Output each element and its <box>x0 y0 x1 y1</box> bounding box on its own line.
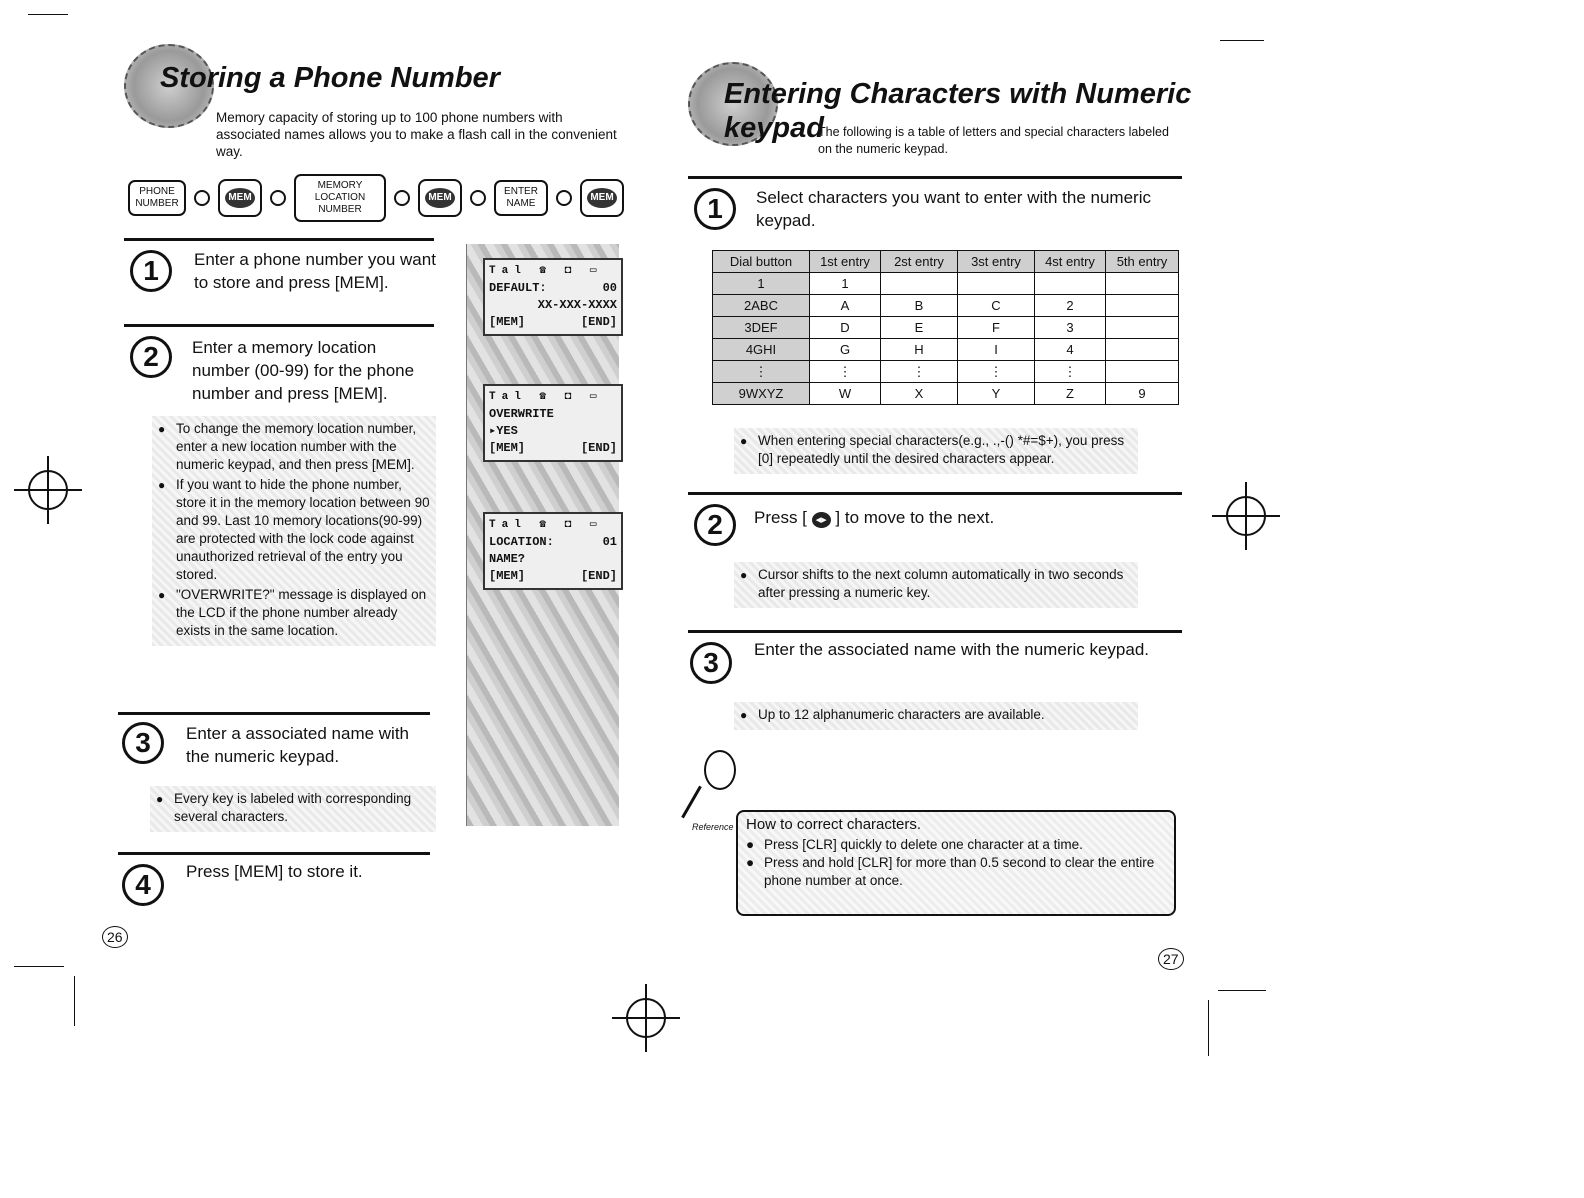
table-cell: 1 <box>810 273 881 295</box>
lcd-softkey-right: [END] <box>580 315 617 329</box>
crop-mark <box>28 14 68 15</box>
memory-location-key: MEMORY LOCATION NUMBER <box>294 174 386 222</box>
right-step-1-text: Select characters you want to enter with the numeric keypad. <box>756 188 1151 230</box>
table-header: 4st entry <box>1035 251 1106 273</box>
note-item: ● "OVERWRITE?" message is displayed on the LCD if the phone number already exists in the same location. <box>158 586 430 640</box>
note-item: ● When entering special characters(e.g., .,-() *#=$+), you press [0] repeatedly until the desired characters appear. <box>740 432 1132 468</box>
step-divider <box>124 238 434 241</box>
note-item: ● Cursor shifts to the next column automatically in two seconds after pressing a numeric key. <box>740 566 1132 602</box>
right-step-3-note <box>734 702 1138 730</box>
lcd-line: OVERWRITE <box>489 407 554 421</box>
table-cell: ⋮ <box>713 361 810 383</box>
step-2-notes <box>152 416 436 646</box>
table-cell: 4GHI <box>713 339 810 361</box>
enter-name-key: ENTER NAME <box>494 180 548 216</box>
table-cell: 3 <box>1035 317 1106 339</box>
table-row <box>713 383 1179 405</box>
lcd-line: NAME? <box>489 552 526 566</box>
lcd-value: 01 <box>602 535 617 549</box>
lcd-softkey-left: [MEM] <box>489 315 526 329</box>
right-step-1-number: 1 <box>694 188 736 230</box>
sequence-arrow-icon <box>394 190 410 206</box>
mem-key-1: MEM <box>218 179 262 217</box>
table-header: 3st entry <box>958 251 1035 273</box>
table-cell: X <box>881 383 958 405</box>
table-cell: F <box>958 317 1035 339</box>
crop-mark <box>1218 990 1266 991</box>
table-cell: 3DEF <box>713 317 810 339</box>
lcd-screen-default <box>483 258 623 336</box>
reference-item: ● Press and hold [CLR] for more than 0.5 second to clear the entire phone number at once. <box>746 854 1166 890</box>
table-row <box>713 339 1179 361</box>
table-row <box>713 273 1179 295</box>
lcd-status-icons: Tal ☎ ◘ ▭ <box>489 519 603 531</box>
step-3-text: Enter a associated name with the numeric keypad. <box>186 724 410 766</box>
phone-screens-panel <box>466 244 619 826</box>
page-number-left: 26 <box>102 926 128 948</box>
right-page-intro: The following is a table of letters and special characters labeled on the numeric keypad. <box>818 125 1169 156</box>
sequence-arrow-icon <box>556 190 572 206</box>
note-item: ● Up to 12 alphanumeric characters are available. <box>740 706 1132 724</box>
right-step-2-number: 2 <box>694 504 736 546</box>
table-cell: D <box>810 317 881 339</box>
reference-box <box>736 810 1176 916</box>
table-cell: B <box>881 295 958 317</box>
table-cell: H <box>881 339 958 361</box>
lcd-line: XX-XXX-XXXX <box>537 298 617 312</box>
lcd-screen-location <box>483 512 623 590</box>
table-cell: 2 <box>1035 295 1106 317</box>
step-divider <box>118 852 430 855</box>
table-cell: 1 <box>713 273 810 295</box>
mem-key-3: MEM <box>580 179 624 217</box>
step-divider <box>688 176 1182 179</box>
registration-mark-left <box>28 470 68 510</box>
table-cell: E <box>881 317 958 339</box>
sequence-arrow-icon <box>270 190 286 206</box>
step-divider <box>688 630 1182 633</box>
note-item: ● Every key is labeled with corresponding several characters. <box>156 790 430 826</box>
sequence-arrow-icon <box>470 190 486 206</box>
lcd-screen-overwrite <box>483 384 623 462</box>
magnifier-handle-icon <box>681 786 702 819</box>
table-cell <box>881 273 958 295</box>
reference-item: ● Press [CLR] quickly to delete one character at a time. <box>746 836 1166 854</box>
right-step-2-text <box>754 506 1174 529</box>
lcd-status-icons: Tal ☎ ◘ ▭ <box>489 391 603 403</box>
crop-mark <box>74 976 75 1026</box>
step-2-text: Enter a memory location number (00-99) for the phone number and press [MEM]. <box>192 338 415 403</box>
step-1-number: 1 <box>130 250 172 292</box>
step-text-part: Press [ <box>754 508 807 527</box>
mem-key-2: MEM <box>418 179 462 217</box>
table-header: 1st entry <box>810 251 881 273</box>
lcd-softkey-left: [MEM] <box>489 569 526 583</box>
lcd-value: 00 <box>602 281 617 295</box>
table-cell: ⋮ <box>810 361 881 383</box>
step-1-text: Enter a phone number you want to store and press [MEM]. <box>194 250 436 292</box>
table-cell <box>1035 273 1106 295</box>
right-step-3-text: Enter the associated name with the numeric keypad. <box>754 640 1149 659</box>
table-row <box>713 317 1179 339</box>
page-number-right: 27 <box>1158 948 1184 970</box>
registration-mark-bottom <box>626 998 666 1038</box>
lcd-softkey-left: [MEM] <box>489 441 526 455</box>
lcd-status-icons: Tal ☎ ◘ ▭ <box>489 265 603 277</box>
table-header-row <box>713 251 1179 273</box>
table-row <box>713 361 1179 383</box>
left-page-title: Storing a Phone Number <box>160 62 500 94</box>
reference-label: Reference <box>692 822 734 832</box>
step-divider <box>124 324 434 327</box>
table-cell: Y <box>958 383 1035 405</box>
table-cell: ⋮ <box>881 361 958 383</box>
table-cell: 2ABC <box>713 295 810 317</box>
table-cell <box>1106 317 1179 339</box>
left-page-intro: Memory capacity of storing up to 100 phone numbers with associated names allows you to make a flash call in the convenient way. <box>216 110 617 159</box>
right-step-1-note <box>734 428 1138 474</box>
table-cell: I <box>958 339 1035 361</box>
lcd-line: LOCATION: <box>489 535 554 549</box>
table-cell: Z <box>1035 383 1106 405</box>
key-sequence <box>128 174 624 222</box>
step-3-note <box>150 786 436 832</box>
right-step-3-number: 3 <box>690 642 732 684</box>
table-header: 5th entry <box>1106 251 1179 273</box>
lcd-line: DEFAULT: <box>489 281 547 295</box>
table-cell <box>1106 361 1179 383</box>
crop-mark <box>1220 40 1264 41</box>
table-cell <box>1106 339 1179 361</box>
right-page-title-line1: Entering Characters with Numeric <box>724 78 1192 110</box>
lcd-softkey-right: [END] <box>580 441 617 455</box>
table-cell: C <box>958 295 1035 317</box>
table-cell: ⋮ <box>1035 361 1106 383</box>
right-step-2-note <box>734 562 1138 608</box>
crop-mark <box>14 966 64 967</box>
step-text-part: ] to move to the next. <box>835 508 995 527</box>
table-header: 2st entry <box>881 251 958 273</box>
right-page-title-line2: keypad <box>724 112 824 144</box>
table-cell: 9WXYZ <box>713 383 810 405</box>
table-cell: A <box>810 295 881 317</box>
table-cell <box>1106 295 1179 317</box>
step-2-number: 2 <box>130 336 172 378</box>
table-row <box>713 295 1179 317</box>
step-4-number: 4 <box>122 864 164 906</box>
table-cell <box>958 273 1035 295</box>
step-4-text: Press [MEM] to store it. <box>186 862 363 881</box>
phone-number-key: PHONE NUMBER <box>128 180 186 216</box>
registration-mark-right <box>1226 496 1266 536</box>
step-divider <box>118 712 430 715</box>
note-item: ● If you want to hide the phone number, store it in the memory location between 90 and 99. Last 10 memory locations(90-99) are protected with the lock code against unauthorized retrieval of the entry you stored. <box>158 476 430 584</box>
table-header: Dial button <box>713 251 810 273</box>
nav-key-icon: ◂▸ <box>812 512 831 528</box>
sequence-arrow-icon <box>194 190 210 206</box>
table-cell <box>1106 273 1179 295</box>
reference-title: How to correct characters. <box>746 816 922 833</box>
table-cell: G <box>810 339 881 361</box>
table-cell: 9 <box>1106 383 1179 405</box>
note-item: ● To change the memory location number, enter a new location number with the numeric keypad, and then press [MEM]. <box>158 420 430 474</box>
step-divider <box>688 492 1182 495</box>
lcd-line: ▸YES <box>489 424 518 438</box>
magnifier-icon <box>704 750 736 790</box>
lcd-softkey-right: [END] <box>580 569 617 583</box>
table-cell: ⋮ <box>958 361 1035 383</box>
character-table <box>712 250 1179 405</box>
step-3-number: 3 <box>122 722 164 764</box>
table-cell: W <box>810 383 881 405</box>
crop-mark <box>1208 1000 1209 1056</box>
table-cell: 4 <box>1035 339 1106 361</box>
